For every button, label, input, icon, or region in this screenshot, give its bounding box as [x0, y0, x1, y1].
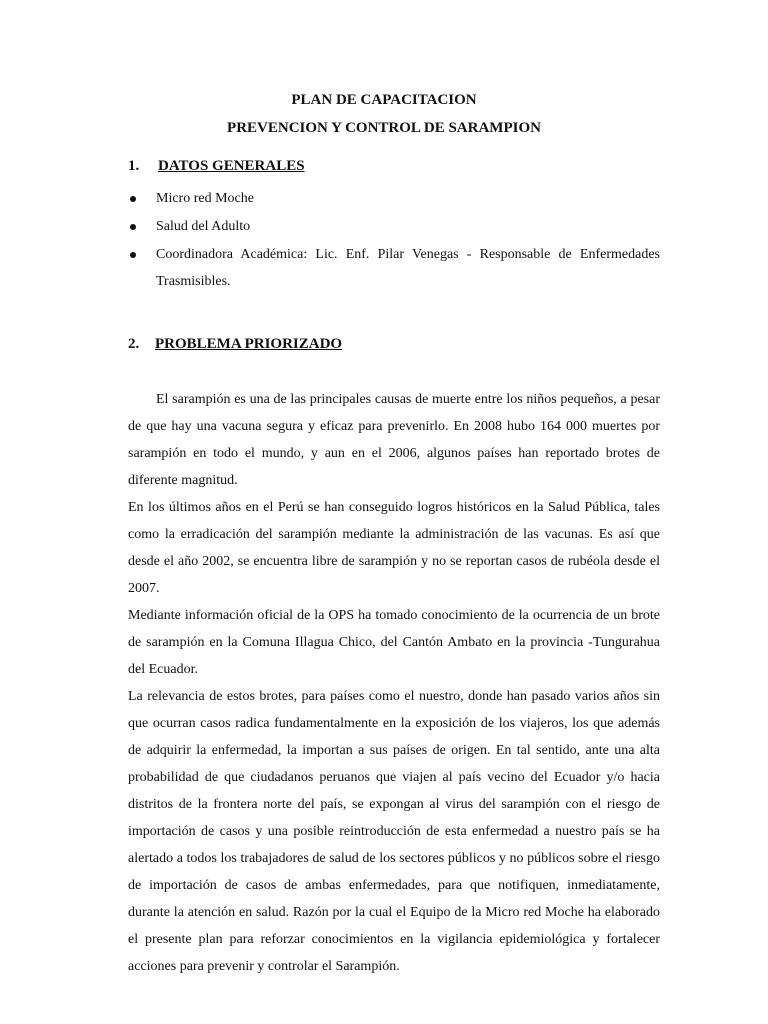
list-item	[130, 185, 660, 213]
list-item-text: Micro red Moche	[156, 191, 254, 206]
bullet-icon	[130, 224, 136, 230]
bullet-icon	[130, 252, 136, 258]
paragraph: El sarampión es una de las principales causas de muerte entre los niños pequeños, a pesar de que hay una vacuna segura y eficaz para prevenirlo. En 2008 hubo 164 000 muertes por sarampión en todo el mundo, y aun en el 2006, algunos países han reportado brotes de diferente magnitud.	[128, 392, 660, 488]
section-number: 2.	[128, 336, 140, 352]
section-number: 1.	[128, 158, 140, 174]
paragraph: En los últimos años en el Perú se han conseguido logros históricos en la Salud Pública, tales como la erradicación del sarampión mediante la administración de las vacunas. Es así que desde el año 2002, se encuentra libre de sarampión y no se reportan casos de rubéola desde el 2007.	[128, 500, 660, 596]
general-data-list	[130, 185, 660, 295]
section-title: PROBLEMA PRIORIZADO	[155, 336, 343, 352]
section-heading-problema-priorizado	[128, 335, 342, 353]
bullet-icon	[130, 196, 136, 202]
section-title: DATOS GENERALES	[158, 158, 305, 174]
list-item	[130, 213, 660, 241]
list-item-text: Coordinadora Académica: Lic. Enf. Pilar Venegas - Responsable de Enfermedades Trasmisibles.	[156, 247, 660, 289]
list-item-text: Salud del Adulto	[156, 219, 251, 234]
document-subtitle: PREVENCION Y CONTROL DE SARAMPION	[227, 120, 541, 136]
paragraph: La relevancia de estos brotes, para países como el nuestro, donde han pasado varios años sin que ocurran casos radica fundamentalmente en la exposición de los viajeros, los que además de adquirir la enfermedad, la importan a sus países de origen. En tal sentido, ante una alta probabilidad de que ciudadanos peruanos que viajen al país vecino del Ecuador y/o hacia distritos de la frontera norte del país, se expongan al virus del sarampión con el riesgo de importación de casos y una posible reintroducción de esta enfermedad a nuestro país se ha alertado a todos los trabajadores de salud de los sectores públicos y no públicos sobre el riesgo de importación de casos de ambas enfermedades, para que notifiquen, inmediatamente, durante la atención en salud. Razón por la cual el Equipo de la Micro red Moche ha elaborado el presente plan para reforzar conocimientos en la vigilancia epidemiológica y fortalecer acciones para prevenir y controlar el Sarampión.	[128, 689, 660, 974]
section-body	[128, 386, 660, 980]
paragraph: Mediante información oficial de la OPS ha tomado conocimiento de la ocurrencia de un brote de sarampión en la Comuna Illagua Chico, del Cantón Ambato en la provincia -Tungurahua del Ecuador.	[128, 608, 660, 677]
document-title: PLAN DE CAPACITACION	[291, 92, 477, 108]
list-item	[130, 241, 660, 295]
section-heading-datos-generales	[128, 157, 305, 175]
